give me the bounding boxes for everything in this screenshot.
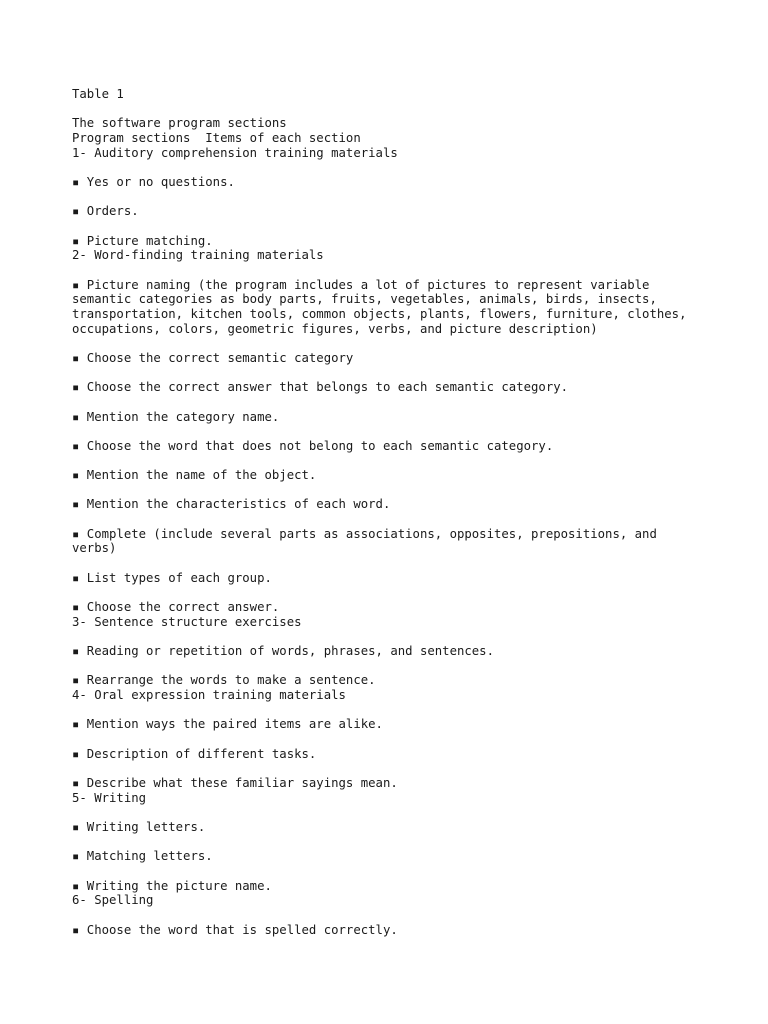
table-caption: The software program sections: [72, 116, 287, 131]
list-item: ▪ Mention the name of the object.: [72, 468, 317, 483]
list-item: ▪ Choose the word that does not belong to each semantic category.: [72, 438, 554, 453]
list-item: ▪ Matching letters.: [72, 849, 213, 864]
section-6: [72, 893, 708, 937]
list-item: ▪ Choose the correct semantic category: [72, 351, 354, 365]
list-item: ▪ Complete (include several parts as associations, opposites, prepositions, and verbs): [72, 526, 665, 556]
section-title: 5- Writing: [72, 790, 147, 805]
section-title: 2- Word-finding training materials: [72, 248, 324, 263]
list-item: ▪ Yes or no questions.: [72, 175, 235, 189]
section-title: 1- Auditory comprehension training materials: [72, 145, 398, 160]
section-3: [72, 615, 708, 688]
section-title: 6- Spelling: [72, 893, 154, 908]
list-item: ▪ Choose the correct answer.: [72, 600, 280, 615]
section-list: [72, 146, 708, 938]
list-item: ▪ Picture matching.: [72, 233, 213, 248]
section-2: [72, 248, 708, 614]
list-item: ▪ Choose the word that is spelled correctly.: [72, 922, 398, 937]
list-item: ▪ Writing letters.: [72, 819, 206, 834]
list-item: ▪ Rearrange the words to make a sentence.: [72, 673, 376, 688]
section-title: 4- Oral expression training materials: [72, 688, 346, 703]
list-item: ▪ Choose the correct answer that belongs to each semantic category.: [72, 380, 569, 395]
section-4: [72, 688, 708, 791]
list-item: ▪ Mention the category name.: [72, 409, 280, 424]
list-item: ▪ Mention the characteristics of each word.: [72, 497, 391, 512]
spacer: [72, 102, 708, 117]
list-item: ▪ List types of each group.: [72, 570, 272, 585]
list-item: ▪ Describe what these familiar sayings mean.: [72, 775, 398, 790]
list-item: ▪ Reading or repetition of words, phrases, and sentences.: [72, 644, 494, 659]
list-item: ▪ Mention ways the paired items are alike.: [72, 717, 383, 732]
table-header-row: Program sections Items of each section: [72, 131, 361, 145]
section-5: [72, 791, 708, 894]
list-item: ▪ Orders.: [72, 204, 139, 219]
table-label: Table 1: [72, 87, 124, 101]
list-item: ▪ Picture naming (the program includes a lot of pictures to represent variable semantic categories as body parts, fruits, vegetables, animals, birds, insects, transportation, kitchen tools, common objects, plants, flowers, furniture, clothes, occupations, colors, geometric figures, verbs, and picture description): [72, 277, 694, 336]
list-item: ▪ Writing the picture name.: [72, 878, 272, 893]
list-item: ▪ Description of different tasks.: [72, 746, 317, 761]
section-title: 3- Sentence structure exercises: [72, 614, 302, 629]
section-1: [72, 146, 708, 249]
